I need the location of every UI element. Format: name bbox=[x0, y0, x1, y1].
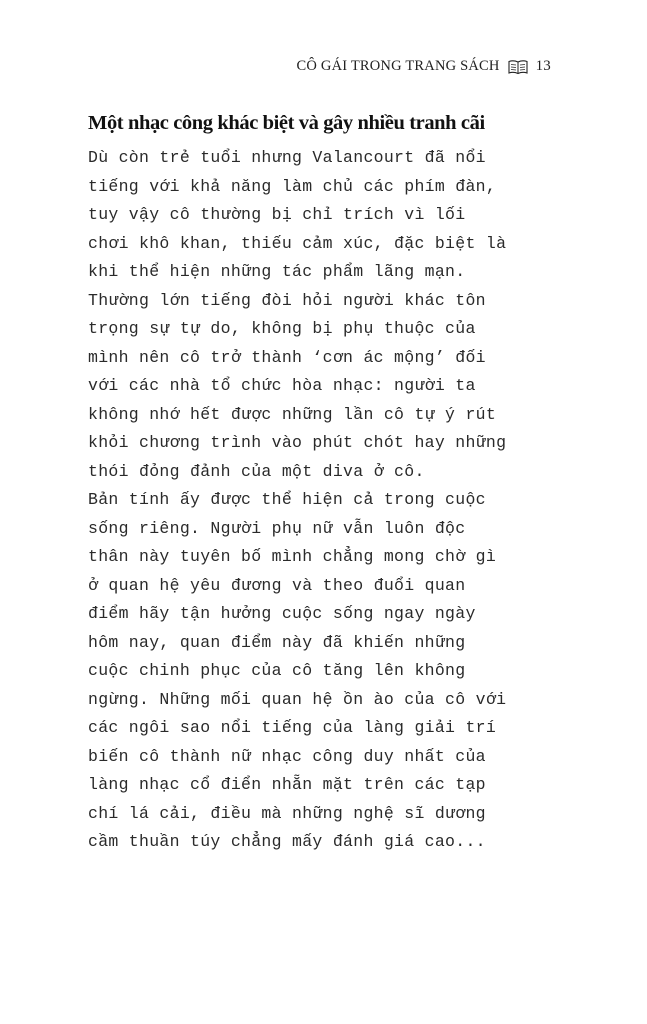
text-line: tiếng với khả năng làm chủ các phím đàn, bbox=[88, 176, 497, 196]
text-line: khi thể hiện những tác phẩm lãng mạn. bbox=[88, 262, 466, 281]
text-line: không nhớ hết được những lần cô tự ý rút bbox=[88, 404, 497, 424]
text-line: Dù còn trẻ tuổi nhưng Valancourt đã nổi bbox=[88, 148, 486, 167]
text-line: làng nhạc cổ điển nhẵn mặt trên các tạp bbox=[88, 775, 486, 794]
text-line: ngừng. Những mối quan hệ ồn ào của cô với bbox=[88, 689, 507, 709]
text-line: Bản tính ấy được thể hiện cả trong cuộc bbox=[88, 490, 486, 509]
body-text bbox=[88, 144, 558, 857]
text-line: thân này tuyên bố mình chẳng mong chờ gì bbox=[88, 547, 497, 566]
text-line: chí lá cải, điều mà những nghệ sĩ dương bbox=[88, 803, 486, 823]
text-line: hôm nay, quan điểm này đã khiến những bbox=[88, 632, 466, 652]
text-line: ở quan hệ yêu đương và theo đuổi quan bbox=[88, 575, 466, 595]
section-title: Một nhạc công khác biệt và gây nhiều tranh cãi bbox=[88, 112, 485, 134]
text-line: cầm thuần túy chẳng mấy đánh giá cao... bbox=[88, 832, 486, 851]
open-book-icon bbox=[508, 59, 528, 75]
text-line: chơi khô khan, thiếu cảm xúc, đặc biệt là bbox=[88, 233, 507, 253]
running-header bbox=[297, 58, 551, 75]
text-line: mình nên cô trở thành ‘cơn ác mộng’ đối bbox=[88, 347, 486, 367]
page-number: 13 bbox=[535, 58, 551, 74]
text-line: sống riêng. Người phụ nữ vẫn luôn độc bbox=[88, 518, 466, 538]
text-line: khỏi chương trình vào phút chót hay những bbox=[88, 433, 507, 452]
text-line: trọng sự tự do, không bị phụ thuộc của bbox=[88, 319, 476, 338]
text-line: tuy vậy cô thường bị chỉ trích vì lối bbox=[88, 205, 466, 224]
text-line: Thường lớn tiếng đòi hỏi người khác tôn bbox=[88, 290, 486, 310]
text-line: thói đỏng đảnh của một diva ở cô. bbox=[88, 461, 425, 481]
text-line: với các nhà tổ chức hòa nhạc: người ta bbox=[88, 376, 476, 395]
running-title: CÔ GÁI TRONG TRANG SÁCH bbox=[296, 58, 500, 74]
text-line: các ngôi sao nổi tiếng của làng giải trí bbox=[88, 718, 497, 737]
text-line: biến cô thành nữ nhạc công duy nhất của bbox=[88, 746, 486, 766]
text-line: điểm hãy tận hưởng cuộc sống ngay ngày bbox=[88, 604, 476, 623]
text-line: cuộc chinh phục của cô tăng lên không bbox=[88, 661, 466, 680]
